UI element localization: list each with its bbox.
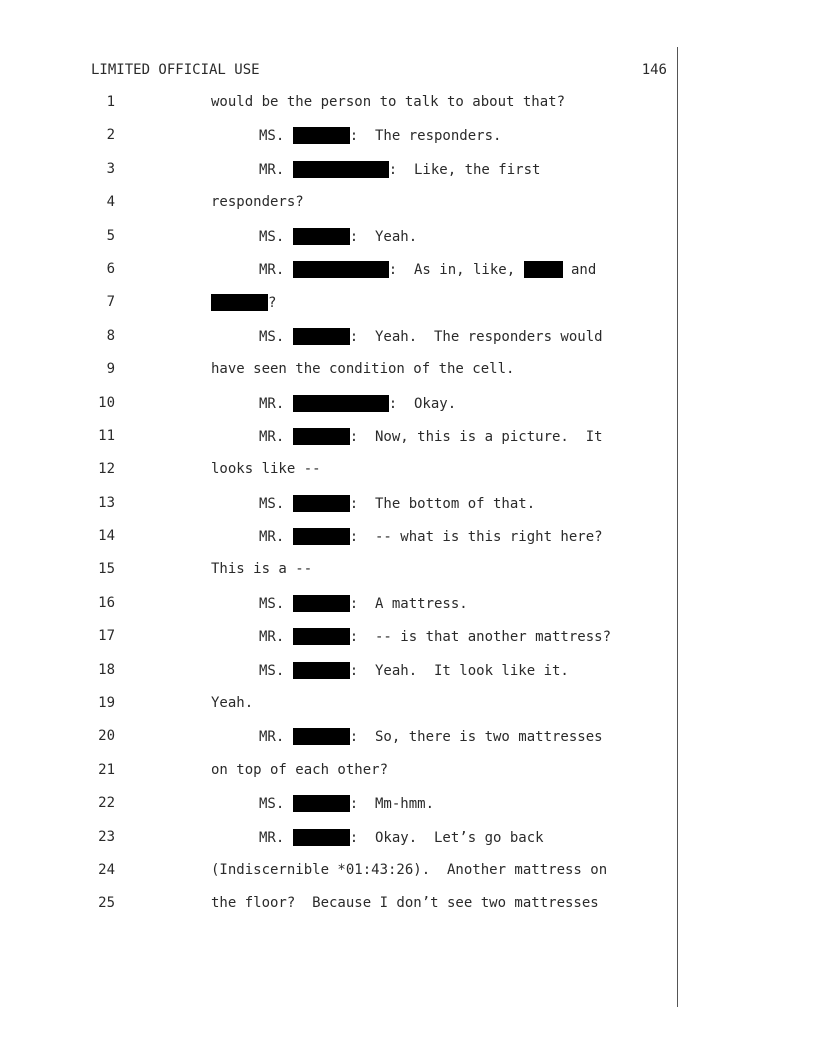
redaction-box: [293, 595, 350, 612]
text-segment: : Okay.: [388, 395, 457, 412]
text-segment: MR.: [259, 629, 293, 646]
line-text: [259, 261, 596, 278]
text-segment: responders?: [211, 194, 304, 211]
transcript-line: [0, 361, 816, 394]
redaction-box: [293, 428, 350, 445]
text-segment: : Yeah.: [349, 228, 418, 245]
line-text: [259, 395, 456, 412]
text-segment: This is a --: [211, 561, 313, 578]
line-text: [211, 695, 253, 711]
text-segment: MR.: [259, 829, 293, 846]
transcript-line: [0, 595, 816, 628]
line-text: [211, 294, 276, 311]
line-number: 14: [98, 528, 115, 545]
text-segment: : As in, like,: [388, 261, 524, 278]
line-number: 21: [98, 761, 115, 778]
redaction-box: [293, 628, 350, 645]
redaction-box: [293, 662, 350, 679]
line-number: 23: [98, 828, 115, 845]
line-number: 7: [106, 294, 115, 311]
line-text: [259, 161, 540, 178]
line-number: 13: [98, 494, 115, 511]
transcript-line: [0, 495, 816, 528]
line-number: 12: [98, 461, 115, 478]
line-text: [259, 829, 544, 846]
text-segment: MS.: [259, 595, 293, 612]
transcript-line: [0, 895, 816, 928]
transcript-line: [0, 228, 816, 261]
text-segment: MS.: [259, 228, 293, 245]
text-segment: MS.: [259, 328, 293, 345]
line-text: [211, 94, 565, 110]
line-text: [211, 361, 514, 377]
text-segment: MS.: [259, 662, 293, 679]
text-segment: MR.: [259, 729, 293, 746]
line-text: [259, 528, 603, 545]
text-segment: (Indiscernible *01:43:26). Another mattress on: [211, 861, 608, 878]
transcript-line: [0, 161, 816, 194]
transcript-line: [0, 395, 816, 428]
classification-header: LIMITED OFFICIAL USE: [91, 62, 260, 78]
line-number: 6: [106, 260, 115, 277]
line-number: 11: [98, 427, 115, 444]
text-segment: MR.: [259, 395, 293, 412]
redaction-box: [293, 161, 389, 178]
text-segment: ?: [268, 295, 277, 312]
transcript-line: [0, 662, 816, 695]
text-segment: : The responders.: [349, 128, 502, 145]
line-text: [211, 194, 304, 210]
line-number: 3: [106, 160, 115, 177]
line-number: 20: [98, 728, 115, 745]
transcript-line: [0, 728, 816, 761]
transcript-line: [0, 762, 816, 795]
transcript-line: [0, 328, 816, 361]
line-text: [211, 862, 607, 878]
line-number: 15: [98, 561, 115, 578]
line-text: [259, 595, 468, 612]
line-number: 4: [106, 194, 115, 211]
text-segment: : The bottom of that.: [349, 495, 536, 512]
line-text: [259, 127, 501, 144]
transcript-line: [0, 194, 816, 227]
transcript-line: [0, 795, 816, 828]
text-segment: have seen the condition of the cell.: [211, 361, 515, 378]
line-number: 1: [106, 94, 115, 110]
redaction-box: [293, 395, 389, 412]
redaction-box: [293, 228, 350, 245]
line-number: 8: [106, 327, 115, 344]
line-number: 10: [98, 394, 115, 411]
line-text: [259, 328, 603, 345]
text-segment: on top of each other?: [211, 761, 389, 778]
line-text: [259, 628, 611, 645]
transcript-line: [0, 294, 816, 327]
text-segment: MR.: [259, 161, 293, 178]
redaction-box: [293, 261, 389, 278]
text-segment: : Now, this is a picture. It: [349, 428, 603, 445]
line-text: [259, 662, 569, 679]
text-segment: MS.: [259, 128, 293, 145]
redaction-box: [293, 728, 350, 745]
redaction-box: [293, 495, 350, 512]
text-segment: and: [562, 261, 597, 278]
redaction-box: [524, 261, 563, 278]
line-number: 5: [106, 227, 115, 244]
line-number: 9: [106, 361, 115, 378]
line-number: 19: [98, 695, 115, 712]
text-segment: Yeah.: [211, 695, 254, 712]
transcript-line: [0, 127, 816, 160]
line-number: 16: [98, 594, 115, 611]
text-segment: : A mattress.: [349, 595, 468, 612]
text-segment: : Yeah. The responders would: [349, 328, 603, 345]
text-segment: the floor? Because I don’t see two mattresses: [211, 895, 599, 912]
text-segment: : Mm-hmm.: [349, 796, 435, 813]
line-text: [259, 728, 603, 745]
transcript-line: [0, 561, 816, 594]
transcript-line: [0, 695, 816, 728]
line-number: 18: [98, 661, 115, 678]
text-segment: : -- is that another mattress?: [349, 629, 612, 646]
text-segment: : Like, the first: [388, 161, 541, 178]
redaction-box: [293, 328, 350, 345]
text-segment: MR.: [259, 529, 293, 546]
transcript-line: [0, 829, 816, 862]
page-number: 146: [641, 62, 667, 78]
text-segment: : Okay. Let’s go back: [349, 829, 544, 846]
redaction-box: [293, 829, 350, 846]
transcript-lines: [0, 94, 816, 929]
redaction-box: [293, 528, 350, 545]
redaction-box: [211, 294, 268, 311]
line-text: [211, 762, 388, 778]
transcript-line: [0, 428, 816, 461]
text-segment: MR.: [259, 428, 293, 445]
transcript-line: [0, 628, 816, 661]
transcript-line: [0, 461, 816, 494]
text-segment: : Yeah. It look like it.: [349, 662, 569, 679]
line-number: 25: [98, 895, 115, 912]
transcript-line: [0, 862, 816, 895]
line-number: 2: [106, 127, 115, 144]
text-segment: : So, there is two mattresses: [349, 729, 603, 746]
text-segment: MR.: [259, 261, 293, 278]
line-number: 24: [98, 861, 115, 878]
line-text: [259, 795, 434, 812]
line-text: [259, 495, 535, 512]
transcript-line: [0, 94, 816, 127]
line-number: 22: [98, 795, 115, 812]
line-text: [211, 895, 599, 911]
line-text: [259, 428, 603, 445]
line-number: 17: [98, 628, 115, 645]
text-segment: MS.: [259, 796, 293, 813]
redaction-box: [293, 127, 350, 144]
text-segment: MS.: [259, 495, 293, 512]
line-text: [211, 561, 312, 577]
text-segment: : -- what is this right here?: [349, 529, 603, 546]
transcript-line: [0, 261, 816, 294]
redaction-box: [293, 795, 350, 812]
line-text: [211, 461, 321, 477]
transcript-line: [0, 528, 816, 561]
text-segment: looks like --: [211, 461, 321, 478]
line-text: [259, 228, 417, 245]
text-segment: would be the person to talk to about that?: [211, 94, 566, 110]
